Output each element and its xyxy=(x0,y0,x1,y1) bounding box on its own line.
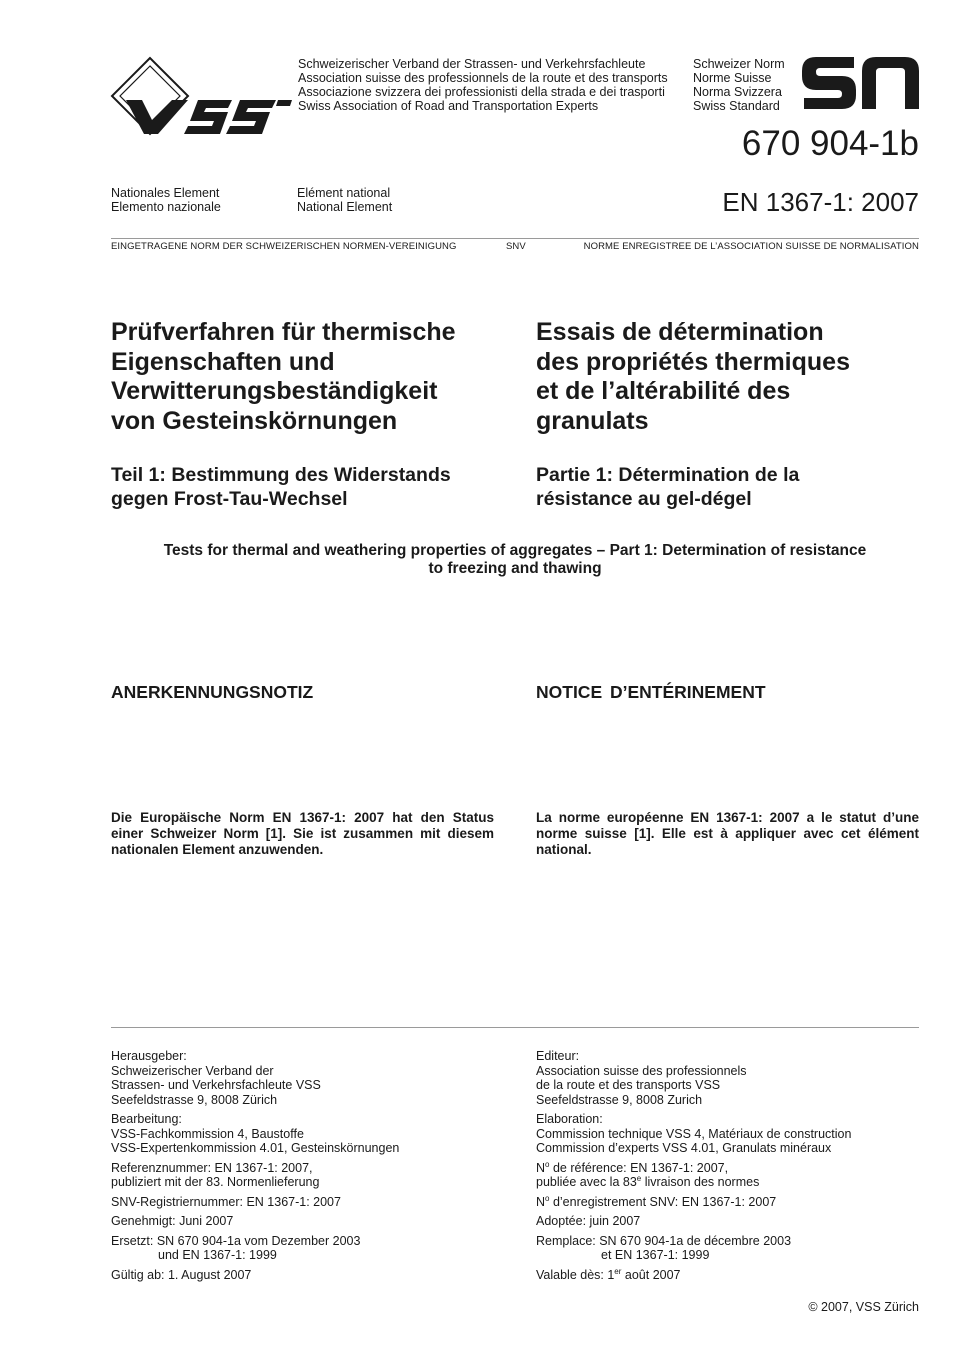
editing-label: Bearbeitung: xyxy=(111,1112,182,1126)
norm-type xyxy=(693,57,785,113)
replaces-line: und EN 1367-1: 1999 xyxy=(158,1248,277,1262)
valid-from: Gültig ab: 1. August 2007 xyxy=(111,1267,252,1282)
approved-date: Genehmigt: Juni 2007 xyxy=(111,1214,234,1228)
vss-logo xyxy=(108,54,293,140)
element-fr xyxy=(297,186,392,214)
title-fr-line: des propriétés thermiques xyxy=(536,347,850,376)
title-de-line: von Gesteinskörnungen xyxy=(111,406,398,435)
reference-published: publiée avec la 83 xyxy=(536,1175,637,1189)
footer-rule xyxy=(111,1027,919,1028)
norm-type-fr: Norme Suisse xyxy=(693,71,772,85)
notice-heading-de: ANERKENNUNGSNOTIZ xyxy=(111,682,314,702)
org-name-fr: Association suisse des professionnels de la route et des transports xyxy=(298,71,668,85)
publisher-line: Strassen- und Verkehrsfachleute VSS xyxy=(111,1078,321,1092)
title-de-line: Prüfverfahren für thermische xyxy=(111,318,456,346)
org-name-en: Swiss Association of Road and Transportation Experts xyxy=(298,99,599,113)
valid-sup: er xyxy=(614,1266,622,1276)
title-fr-line: Essais de détermination xyxy=(536,318,824,346)
registry-mid: SNV xyxy=(506,241,526,252)
org-name-it: Associazione svizzera dei professionisti della strada e dei trasporti xyxy=(298,85,665,99)
replaces-line: Remplace: SN 670 904-1a de décembre 2003 xyxy=(536,1233,792,1248)
reference-text: de référence: EN 1367-1: 2007, xyxy=(549,1160,729,1175)
notice-heading-fr: NOTICE D’ENTÉRINEMENT xyxy=(536,682,766,702)
footer-fr xyxy=(536,1049,851,1282)
publisher-line: Seefeldstrasse 9, 8008 Zurich xyxy=(536,1092,703,1107)
registry-left: EINGETRAGENE NORM DER SCHWEIZERISCHEN NORMEN-VEREINIGUNG xyxy=(111,241,457,252)
replaces-line: Ersetzt: SN 670 904-1a vom Dezember 2003 xyxy=(111,1233,361,1248)
approved-date: Adoptée: juin 2007 xyxy=(536,1214,641,1228)
title-de-line: Verwitterungsbeständigkeit xyxy=(111,377,438,405)
sn-logo xyxy=(802,57,919,109)
title-en-line: Tests for thermal and weathering properties of aggregates – Part 1: Determination of resistance xyxy=(163,542,867,559)
reference-line xyxy=(536,1161,851,1176)
subtitle-fr xyxy=(536,464,799,511)
editing-line: VSS-Expertenkommission 4.01, Gesteinskörnungen xyxy=(111,1141,400,1155)
subtitle-de xyxy=(111,464,451,511)
publisher-line: Association suisse des professionnels xyxy=(536,1063,747,1078)
publisher-label: Herausgeber: xyxy=(111,1049,187,1063)
valid-text: Valable dès: 1 xyxy=(536,1267,615,1282)
publisher-label: Editeur: xyxy=(536,1049,580,1063)
notice-body-fr: La norme européenne EN 1367-1: 2007 a le statut d’une norme suisse [1]. Elle est à appliquer avec cet élément national. xyxy=(536,810,919,857)
subtitle-fr-line: Partie 1: Détermination de la xyxy=(536,464,800,486)
snv-text: d’enregistrement SNV: EN 1367-1: 2007 xyxy=(549,1194,777,1209)
replaces-line: et EN 1367-1: 1999 xyxy=(601,1248,710,1262)
element-fr-line: Elément national xyxy=(297,186,391,200)
editing-line: Commission d’experts VSS 4.01, Granulats minéraux xyxy=(536,1141,832,1155)
valid-date: août 2007 xyxy=(621,1267,681,1282)
element-de-line: Nationales Element xyxy=(111,186,220,200)
snv-number: SNV-Registriernummer: EN 1367-1: 2007 xyxy=(111,1194,341,1209)
reference-line: Referenznummer: EN 1367-1: 2007, xyxy=(111,1160,313,1175)
norm-number: 670 904-1b xyxy=(741,124,919,163)
title-de-line: Eigenschaften und xyxy=(111,347,335,376)
publisher-line: Seefeldstrasse 9, 8008 Zürich xyxy=(111,1092,278,1107)
subtitle-de-line: Teil 1: Bestimmung des Widerstands xyxy=(111,464,451,486)
reference-line xyxy=(536,1175,851,1190)
title-en xyxy=(111,542,919,578)
norm-type-de: Schweizer Norm xyxy=(693,57,785,71)
org-name-de: Schweizerischer Verband der Strassen- und Verkehrsfachleute xyxy=(298,57,646,71)
norm-type-en: Swiss Standard xyxy=(693,99,780,113)
editing-line: VSS-Fachkommission 4, Baustoffe xyxy=(111,1126,304,1141)
norm-type-it: Norma Svizzera xyxy=(693,85,782,99)
valid-from xyxy=(536,1268,851,1283)
reference-line: publiziert mit der 83. Normenlieferung xyxy=(111,1175,320,1189)
reference-delivery: livraison des normes xyxy=(641,1175,760,1189)
element-en-line: National Element xyxy=(297,200,393,214)
element-de xyxy=(111,186,221,214)
title-de xyxy=(111,318,456,436)
snv-n: N xyxy=(536,1194,546,1209)
title-fr-line: granulats xyxy=(536,406,649,435)
org-names xyxy=(298,57,668,113)
notice-body-de: Die Europäische Norm EN 1367-1: 2007 hat den Status einer Schweizer Norm [1]. Sie ist zusammen mit diesem nationalen Element anzuwenden. xyxy=(111,810,494,857)
element-it-line: Elemento nazionale xyxy=(111,200,221,214)
copyright: © 2007, VSS Zürich xyxy=(808,1300,919,1314)
title-fr xyxy=(536,318,850,436)
reference-n-sup: o xyxy=(545,1159,550,1169)
snv-number xyxy=(536,1195,851,1210)
footer-de xyxy=(111,1049,399,1282)
title-fr-line: et de l’altérabilité des xyxy=(536,377,791,405)
editing-label: Elaboration: xyxy=(536,1112,603,1126)
publisher-line: de la route et des transports VSS xyxy=(536,1078,721,1092)
header-rule xyxy=(111,238,919,239)
registry-right: NORME ENREGISTREE DE L’ASSOCIATION SUISSE DE NORMALISATION xyxy=(583,241,919,252)
en-number: EN 1367-1: 2007 xyxy=(722,187,919,217)
title-en-line: to freezing and thawing xyxy=(428,560,602,577)
snv-n-sup: o xyxy=(545,1193,550,1203)
publisher-line: Schweizerischer Verband der xyxy=(111,1063,274,1078)
reference-ordinal-sup: e xyxy=(636,1173,642,1183)
subtitle-fr-line: résistance au gel-dégel xyxy=(536,487,752,510)
reference-n: N xyxy=(536,1160,546,1175)
subtitle-de-line: gegen Frost-Tau-Wechsel xyxy=(111,487,348,510)
editing-line: Commission technique VSS 4, Matériaux de construction xyxy=(536,1126,852,1141)
